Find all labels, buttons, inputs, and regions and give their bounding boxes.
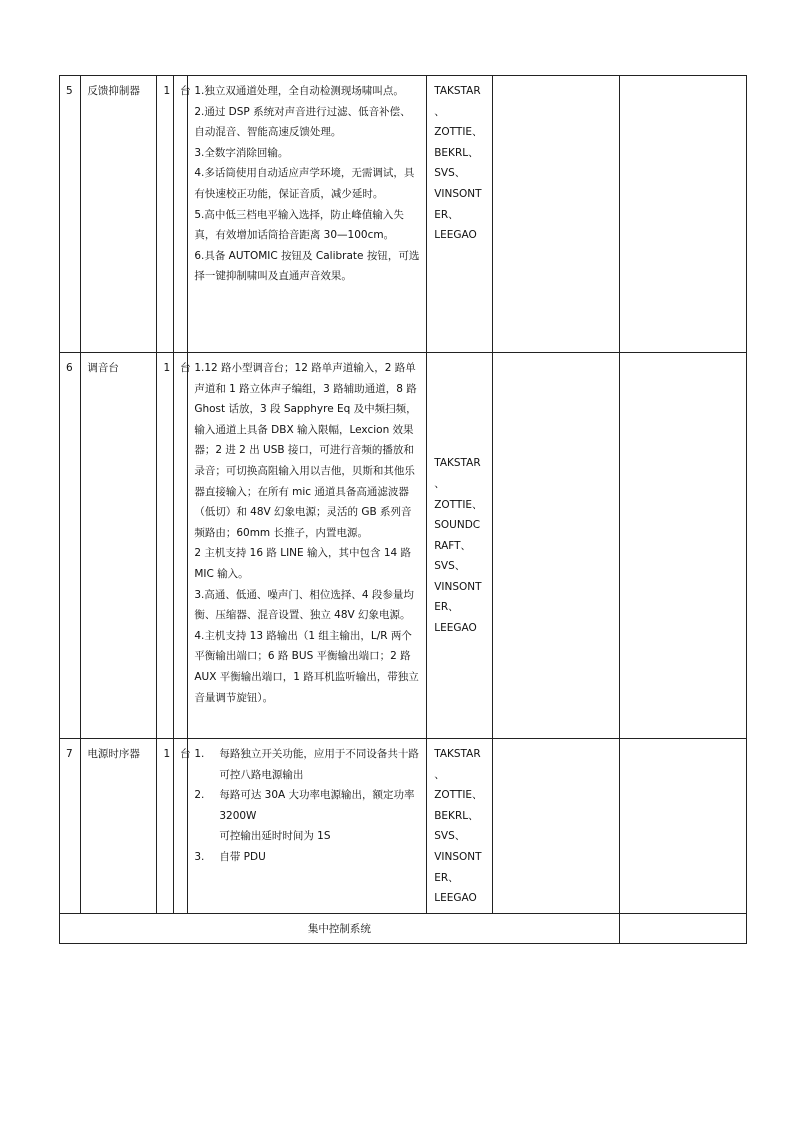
item-number: 5 — [60, 76, 81, 353]
item-brands — [427, 353, 492, 739]
item-name: 调音台 — [81, 353, 157, 739]
item-quantity: 1 — [157, 739, 174, 914]
brand-line: LEEGAO — [434, 622, 477, 635]
spec-line: 1.12 路小型调音台；12 路单声道输入，2 路单声道和 1 路立体声子编组，3 路辅助通道，8 路 Ghost 话放，3 段 Sapphyre Eq 及中频扫频，输入通道上具备 DBX 输入限幅，Lexcion 效果器；2 进 2 出 USB 接口，可进行音频的播放和录音；可切换高阻输入用以吉他，贝斯和其他乐器直接输入；在所有 mic 通道具备高通滤波器（低切）和 48V 幻象电源；灵活的 GB 系列音频路由；60mm 长推子，内置电源。 — [194, 362, 417, 539]
item-brands — [427, 739, 492, 914]
brand-line: LEEGAO — [434, 892, 477, 905]
brand-line: TAKSTAR — [434, 85, 481, 97]
brand-line: VINSONT — [434, 187, 482, 200]
item-brands — [427, 76, 492, 353]
brand-line: SVS、 — [434, 830, 466, 843]
equipment-spec-table — [59, 75, 747, 944]
section-row — [60, 913, 747, 944]
spec-list — [194, 744, 420, 868]
brand-line: VINSONT — [434, 850, 482, 863]
brand-line: LEEGAO — [434, 229, 477, 242]
brand-line: ER、 — [434, 208, 459, 221]
empty-cell — [492, 353, 619, 739]
brand-line: VINSONT — [434, 580, 482, 593]
spec-line: 3.高通、低通、噪声门、相位选择、4 段参量均衡、压缩器、混音设置、独立 48V 幻象电源。 — [194, 588, 414, 622]
item-spec — [188, 76, 427, 353]
empty-cell — [619, 739, 746, 914]
brand-line: ER、 — [434, 601, 459, 614]
brand-line: SVS、 — [434, 560, 466, 573]
empty-cell — [492, 739, 619, 914]
list-item: 1. 每路独立开关功能，应用于不同设备共十路可控八路电源输出 — [194, 748, 419, 781]
table-row — [60, 76, 747, 353]
brand-line: BEKRL、 — [434, 146, 479, 159]
item-number: 7 — [60, 739, 81, 914]
brand-line: 、ZOTTIE、 — [434, 477, 483, 511]
item-name: 反馈抑制器 — [81, 76, 157, 353]
spec-line: 4.多话筒使用自动适应声学环境，无需调试，具有快速校正功能，保证音质，减少延时。 — [194, 167, 415, 200]
empty-cell — [619, 353, 746, 739]
item-unit: 台 — [174, 353, 188, 739]
spec-line: 2 主机支持 16 路 LINE 输入，其中包含 14 路 MIC 输入。 — [194, 547, 412, 580]
brand-line: 、ZOTTIE、 — [434, 105, 483, 139]
brand-line: 、ZOTTIE、 — [434, 768, 483, 802]
list-item: 可控输出延时时间为 1S — [219, 830, 331, 843]
list-item: 3. 自带 PDU — [194, 850, 266, 863]
empty-cell — [619, 913, 746, 944]
brand-line: TAKSTAR — [434, 457, 481, 470]
spec-line: 6.具备 AUTOMIC 按钮及 Calibrate 按钮，可选择一键抑制啸叫及直通声音效果。 — [194, 249, 420, 283]
spec-line: 3.全数字消除回输。 — [194, 146, 289, 159]
brand-line: BEKRL、 — [434, 809, 479, 822]
spec-line: 2.通过 DSP 系统对声音进行过滤、低音补偿、自动混音、智能高速反馈处理。 — [194, 105, 411, 139]
brand-line: ER、 — [434, 871, 459, 884]
item-name: 电源时序器 — [81, 739, 157, 914]
item-spec — [188, 353, 427, 739]
list-item: 2. 每路可达 30A 大功率电源输出，额定功率 3200W — [194, 789, 415, 822]
item-unit: 台 — [174, 739, 188, 914]
item-number: 6 — [60, 353, 81, 739]
brand-line: SOUNDC — [434, 519, 481, 532]
brand-line: SVS、 — [434, 167, 466, 180]
brand-line: RAFT、 — [434, 539, 472, 552]
item-spec — [188, 739, 427, 914]
section-title: 集中控制系统 — [60, 913, 620, 944]
table-row — [60, 739, 747, 914]
item-quantity: 1 — [157, 353, 174, 739]
brand-line: TAKSTAR — [434, 748, 481, 760]
item-unit: 台 — [174, 76, 188, 353]
spec-line: 1.独立双通道处理，全自动检测现场啸叫点。 — [194, 85, 404, 97]
spec-line: 5.高中低三档电平输入选择，防止峰值输入失真，有效增加话筒拾音距离 30—100cm。 — [194, 208, 404, 242]
empty-cell — [492, 76, 619, 353]
item-quantity: 1 — [157, 76, 174, 353]
empty-cell — [619, 76, 746, 353]
spec-line: 4.主机支持 13 路输出（1 组主输出，L/R 两个平衡输出端口；6 路 BUS 平衡输出端口；2 路 AUX 平衡输出端口，1 路耳机监听输出，带独立音量调节旋钮）。 — [194, 629, 419, 704]
table-row — [60, 353, 747, 739]
